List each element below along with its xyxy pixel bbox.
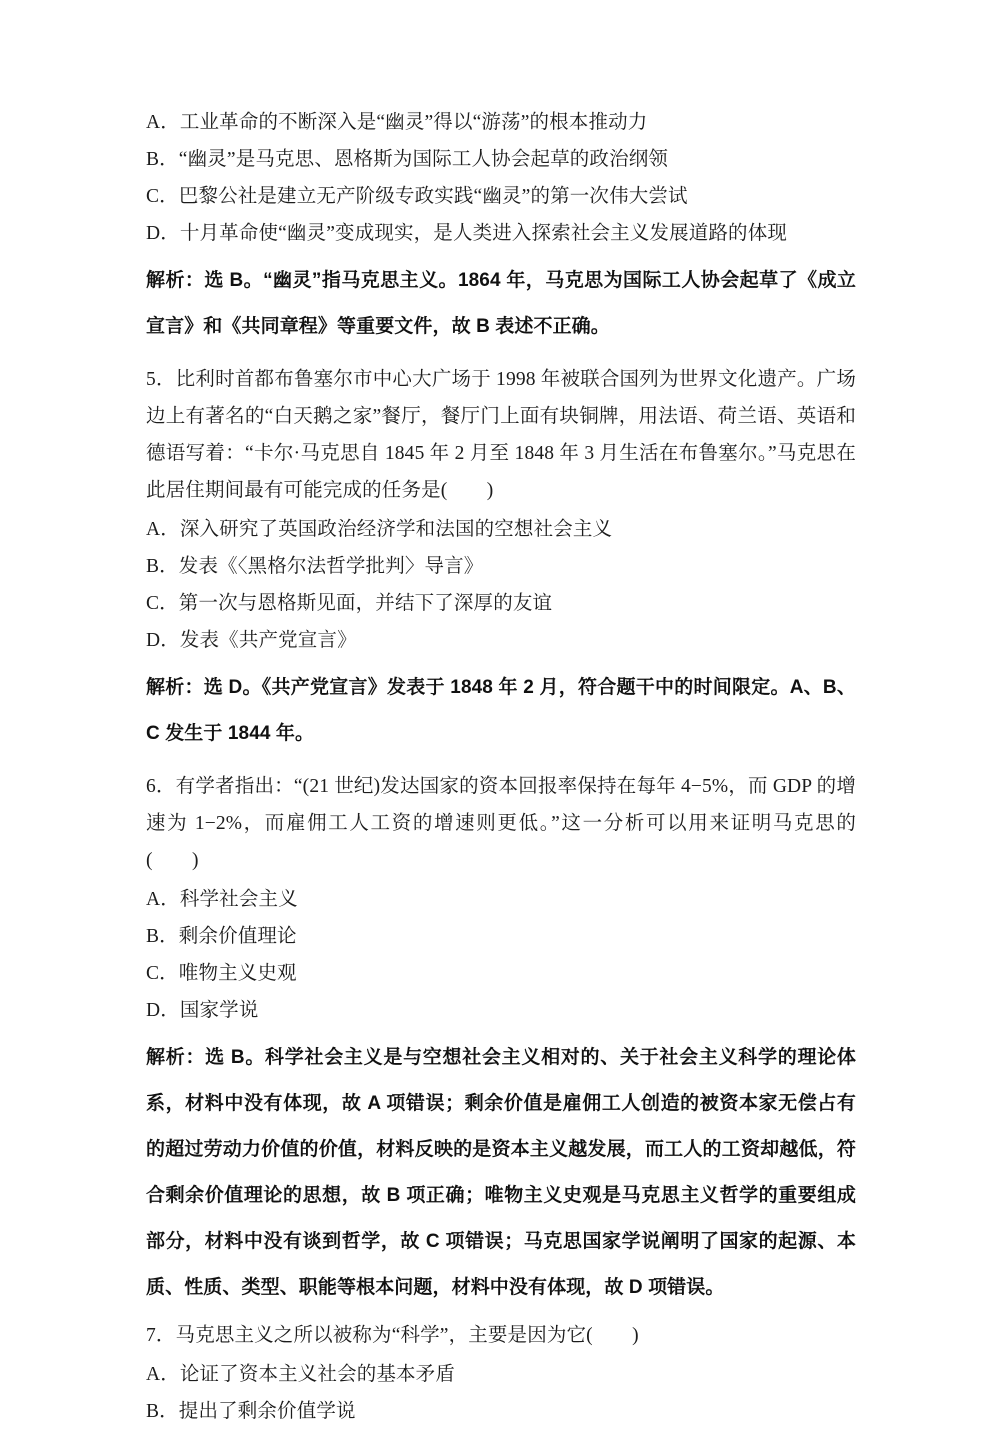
option-item: D．发表《共产党宣言》 (146, 630, 357, 651)
question-7-stem (146, 1317, 856, 1354)
option-item: B．剩余价值理论 (146, 926, 297, 947)
explanation-text: 解析：选 B。“幽灵”指马克思主义。1864 年，马克思为国际工人协会起草了《成立宣言》和《共同章程》等重要文件，故 B 表述不正确。 (146, 270, 856, 337)
question-4-options (146, 104, 856, 252)
option-item: C．巴黎公社是建立无产阶级专政实践“幽灵”的第一次伟大尝试 (146, 186, 688, 207)
option-item: B．“幽灵”是马克思、恩格斯为国际工人协会起草的政治纲领 (146, 149, 669, 170)
document-text-column (146, 104, 856, 1432)
option-item: A．科学社会主义 (146, 889, 298, 910)
option-item: A．论证了资本主义社会的基本矛盾 (146, 1364, 455, 1385)
question-6-stem (146, 768, 856, 879)
question-6-explanation (146, 1035, 856, 1311)
question-7-options (146, 1356, 856, 1430)
question-stem-text: 5．比利时首都布鲁塞尔市中心大广场于 1998 年被联合国列为世界文化遗产。广场边上有著名的“白天鹅之家”餐厅，餐厅门上面有块铜牌，用法语、荷兰语、英语和德语写着：“卡尔·马克思自 1845 年 2 月至 1848 年 3 月生活在布鲁塞尔。”马克思在此居住期间最有可能完成的任务是( ) (146, 369, 856, 501)
option-item: A．工业革命的不断深入是“幽灵”得以“游荡”的根本推动力 (146, 112, 648, 133)
option-item: B．发表《〈黑格尔法哲学批判〉导言》 (146, 556, 484, 577)
explanation-text: 解析：选 D。《共产党宣言》发表于 1848 年 2 月，符合题干中的时间限定。A、B、C 发生于 1844 年。 (146, 677, 856, 744)
question-5-stem (146, 361, 856, 509)
option-item: C．唯物主义史观 (146, 963, 297, 984)
option-item: A．深入研究了英国政治经济学和法国的空想社会主义 (146, 519, 613, 540)
question-4-explanation (146, 258, 856, 350)
question-6-options (146, 881, 856, 1029)
question-5-explanation (146, 665, 856, 757)
option-item: D．十月革命使“幽灵”变成现实，是人类进入探索社会主义发展道路的体现 (146, 223, 787, 244)
question-stem-text: 6．有学者指出：“(21 世纪)发达国家的资本回报率保持在每年 4−5%，而 GDP 的增速为 1−2%，而雇佣工人工资的增速则更低。”这一分析可以用来证明马克思的( ) (146, 776, 856, 871)
option-item: C．第一次与恩格斯见面，并结下了深厚的友谊 (146, 593, 553, 614)
explanation-text: 解析：选 B。科学社会主义是与空想社会主义相对的、关于社会主义科学的理论体系，材料中没有体现，故 A 项错误；剩余价值是雇佣工人创造的被资本家无偿占有的超过劳动力价值的价值，材料反映的是资本主义越发展，而工人的工资却越低，符合剩余价值理论的思想，故 B 项正确；唯物主义史观是马克思主义哲学的重要组成部分，材料中没有谈到哲学，故 C 项错误；马克思国家学说阐明了国家的起源、本质、性质、类型、职能等根本问题，材料中没有体现，故 D 项错误。 (146, 1047, 856, 1298)
option-item: D．国家学说 (146, 1000, 259, 1021)
spacer (146, 759, 856, 768)
spacer (146, 352, 856, 361)
question-stem-text: 7．马克思主义之所以被称为“科学”，主要是因为它( ) (146, 1325, 639, 1346)
question-5-options (146, 511, 856, 659)
option-item: B．提出了剩余价值学说 (146, 1401, 356, 1422)
